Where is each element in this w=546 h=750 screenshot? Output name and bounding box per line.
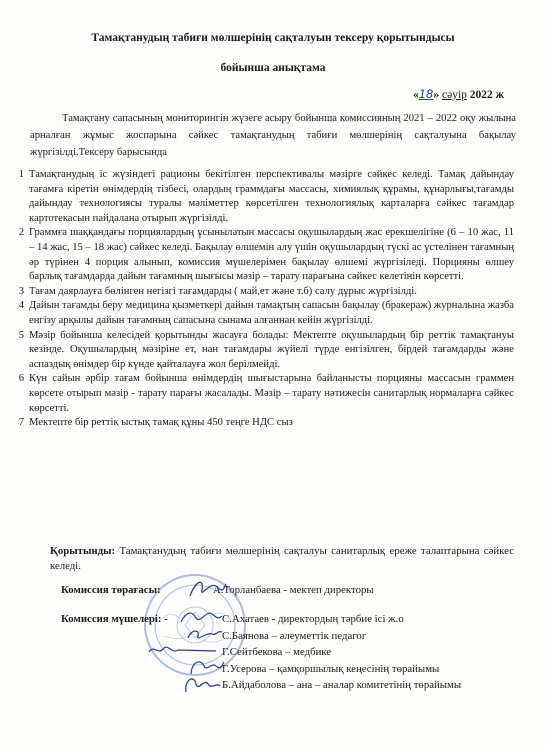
date-day: 18 (418, 87, 434, 101)
commission-chair (61, 584, 521, 596)
member-name: Г.Сейтбекова – медбике (222, 646, 332, 658)
member-name: С.Баянова – әлеуметтік педагог (222, 630, 367, 642)
item-text: Күн сайын әрбір тағам бойынша өнімдердің шығыстарына байланысты порцияны массасын граммен көрсете отырып мәзір - тарату парағы жасалады. Мәзір – тарату нәтижесін санитарлық нормаларға сәйкес көрсетті. (29, 373, 514, 414)
item-number: 1 (18, 169, 24, 180)
member-name: Г.Усерова – қамқоршылық кеңесінің төрайымы (222, 663, 440, 675)
list-item (10, 416, 514, 431)
list-item (10, 226, 514, 284)
date-year: 2022 ж (469, 89, 504, 101)
member-name: С.Ахатаев - директордың тәрбие ісі ж.о (222, 613, 404, 625)
list-item (10, 285, 514, 300)
list-item (10, 329, 514, 373)
conclusion-text: Тамақтанудың табиғи мөлшерінің сақталуы санитарлық ереже талаптарына сәйкес келеді. (50, 545, 514, 572)
conclusion-label: Қорытынды: (50, 545, 116, 557)
member-name: Б.Айдаболова – ана – аналар комитетінің төрайымы (222, 679, 462, 691)
item-text: Дайын тағамды беру медицина қызметкері дайын тамақтың сапасын бақылау (бракераж) журналына жазба енгізу арқылы дайын тағамның сапасына сынама алғаннан кейін жүргізілді. (29, 300, 514, 326)
item-text: Тамақтанудың іс жүзіндегі рационы бекітілген перспективалы мәзірге сәйкес келеді. Тамақ дайындау тағамға кіретін өнімдердің тізбесі, олардың граммдағы массасы, химиялық құрамы, құнарлығы,тағамды дайындау технологиясы туралы мәліметтер көрсетілген технологиялық карталарға сәйкес тағамдар картотекасын пайдалана отырып жүргізілді. (29, 169, 514, 224)
item-number: 6 (18, 373, 24, 385)
chair-name: А.Торланбаева - мектеп директоры (213, 584, 374, 596)
conclusion (50, 544, 514, 574)
list-item (10, 168, 514, 226)
intro-paragraph: Тамақтану сапасының мониторингін жүзеге асыру бойынша комиссияның 2021 – 2022 оқу жылына арналған жұмыс жоспарына сәйкес тамақтанудың табиғи мөлшерінің сақталуына бақылау жүргізілді.Тексеру барысында (30, 113, 516, 158)
signature-member-icon (180, 672, 222, 698)
signature-chair-icon (186, 576, 230, 602)
item-number: 7 (18, 417, 24, 429)
item-number: 2 (18, 227, 24, 239)
list-item (10, 299, 514, 328)
item-text: Тағам даярлауға бөлінген негізгі тағамдарды ( май,ет және т.б) салу дұрыс жүргізілді. (29, 285, 417, 297)
item-text: Мектепте бір реттік ыстық тамақ құны 450 теңге НДС сыз (29, 417, 293, 429)
date-month: сәуір (442, 89, 467, 101)
list-item (10, 372, 514, 416)
item-number: 3 (18, 285, 24, 297)
document-date: «18» сәуір 2022 ж (412, 87, 504, 101)
document-title: Тамақтанудың табиғи мөлшерінің сақталуын тексеру қорытындысы (91, 32, 455, 44)
document-subtitle: бойынша анықтама (220, 62, 326, 74)
item-number: 5 (18, 329, 24, 341)
item-text: Граммға шаққандағы порциялардың ұсынылатын массасы оқушылардың жас ерекшелігіне (6 – 10 жас, 11 – 14 жас, 15 – 18 жас) сәйкес келеді. Бақылау өлшемін алу үшін оқушылардың түскі ас үстелінен тағамның әр түрінен 4 порция алынып, комиссия мүшелерімен бақылау өлшемі жүргізіледі. Порцияны өлшеу барлық тағамдарда дайын тағамның шығысы мәзір – тарату парағына сәйкес келетінін көрсетті. (29, 227, 514, 283)
item-number: 4 (18, 300, 24, 312)
item-text: Мәзір бойынша келесідей қорытынды жасауға болады: Мектепте оқушылардың бір реттік тамақтануы кезінде. Оқушылардың мәзіріне ет, нан тағамдары жүйелі түрде енгізілген, бірдей тағамдарды және аспаздық өнімдер бір күнде қайталауға жол берілмейді. (29, 329, 514, 370)
findings-list (10, 168, 514, 431)
members-label: Комиссия мүшелері: - (61, 613, 168, 625)
chair-label: Комиссия төрағасы: (61, 584, 161, 596)
